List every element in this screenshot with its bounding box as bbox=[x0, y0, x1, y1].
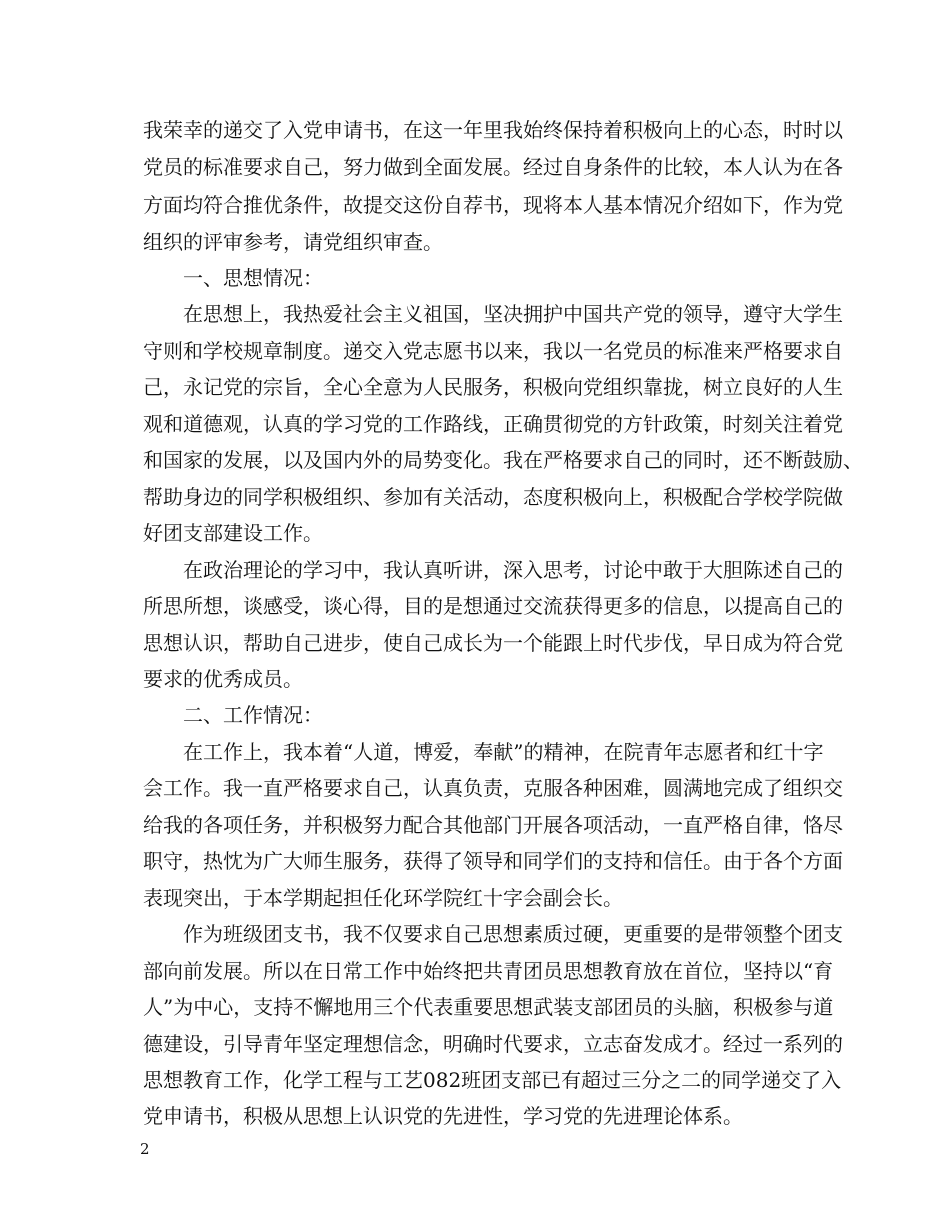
text-line: 组织的评审参考，请党组织审查。 bbox=[143, 230, 443, 254]
text-line: 党员的标准要求自己，努力做到全面发展。经过自身条件的比较，本人认为在各 bbox=[143, 155, 843, 179]
text-line: 思想认识，帮助自己进步，使自己成长为一个能跟上时代步伐，早日成为符合党 bbox=[143, 631, 843, 655]
text-line: 帮助身边的同学积极组织、参加有关活动，态度积极向上，积极配合学校学院做 bbox=[143, 485, 843, 509]
text-line: 部向前发展。所以在日常工作中始终把共青团员思想教育放在首位，坚持以“育 bbox=[143, 959, 834, 983]
text-line: 守则和学校规章制度。递交入党志愿书以来，我以一名党员的标准来严格要求自 bbox=[143, 339, 843, 363]
text-line: 党申请书，积极从思想上认识党的先进性，学习党的先进理论体系。 bbox=[143, 1104, 743, 1128]
page-number: 2 bbox=[140, 1140, 150, 1158]
text-line: 思想教育工作，化学工程与工艺082班团支部已有超过三分之二的同学递交了入 bbox=[143, 1068, 842, 1092]
text-line: 在工作上，我本着“人道，博爱，奉献”的精神，在院青年志愿者和红十字 bbox=[183, 740, 824, 764]
text-line: 方面均符合推优条件，故提交这份自荐书，现将本人基本情况介绍如下，作为党 bbox=[143, 193, 843, 217]
text-line: 己，永记党的宗旨，全心全意为人民服务，积极向党组织靠拢，树立良好的人生 bbox=[143, 375, 843, 399]
text-line: 好团支部建设工作。 bbox=[143, 521, 323, 545]
text-line: 我荣幸的递交了入党申请书，在这一年里我始终保持着积极向上的心态，时时以 bbox=[143, 118, 843, 142]
text-line: 作为班级团支书，我不仅要求自己思想素质过硬，更重要的是带领整个团支 bbox=[183, 922, 843, 946]
text-line: 德建设，引导青年坚定理想信念，明确时代要求，立志奋发成才。经过一系列的 bbox=[143, 1032, 843, 1056]
text-line: 和国家的发展，以及国内外的局势变化。我在严格要求自己的同时，还不断鼓励、 bbox=[143, 448, 863, 472]
text-line: 所思所想，谈感受，谈心得，目的是想通过交流获得更多的信息，以提高自己的 bbox=[143, 594, 843, 618]
text-line: 要求的优秀成员。 bbox=[143, 667, 303, 691]
section-heading: 一、思想情况： bbox=[183, 266, 323, 290]
text-line: 给我的各项任务，并积极努力配合其他部门开展各项活动，一直严格自律，恪尽 bbox=[143, 813, 843, 837]
text-line: 会工作。我一直严格要求自己，认真负责，克服各种困难，圆满地完成了组织交 bbox=[143, 776, 843, 800]
text-line: 职守，热忱为广大师生服务，获得了领导和同学们的支持和信任。由于各个方面 bbox=[143, 849, 843, 873]
text-line: 在思想上，我热爱社会主义祖国，坚决拥护中国共产党的领导，遵守大学生 bbox=[183, 302, 843, 326]
text-line: 观和道德观，认真的学习党的工作路线，正确贯彻党的方针政策，时刻关注着党 bbox=[143, 412, 843, 436]
section-heading: 二、工作情况： bbox=[183, 703, 323, 727]
text-line: 表现突出，于本学期起担任化环学院红十字会副会长。 bbox=[143, 886, 623, 910]
text-line: 在政治理论的学习中，我认真听讲，深入思考，讨论中敢于大胆陈述自己的 bbox=[183, 558, 843, 582]
text-line: 人”为中心，支持不懈地用三个代表重要思想武装支部团员的头脑，积极参与道 bbox=[143, 995, 834, 1019]
